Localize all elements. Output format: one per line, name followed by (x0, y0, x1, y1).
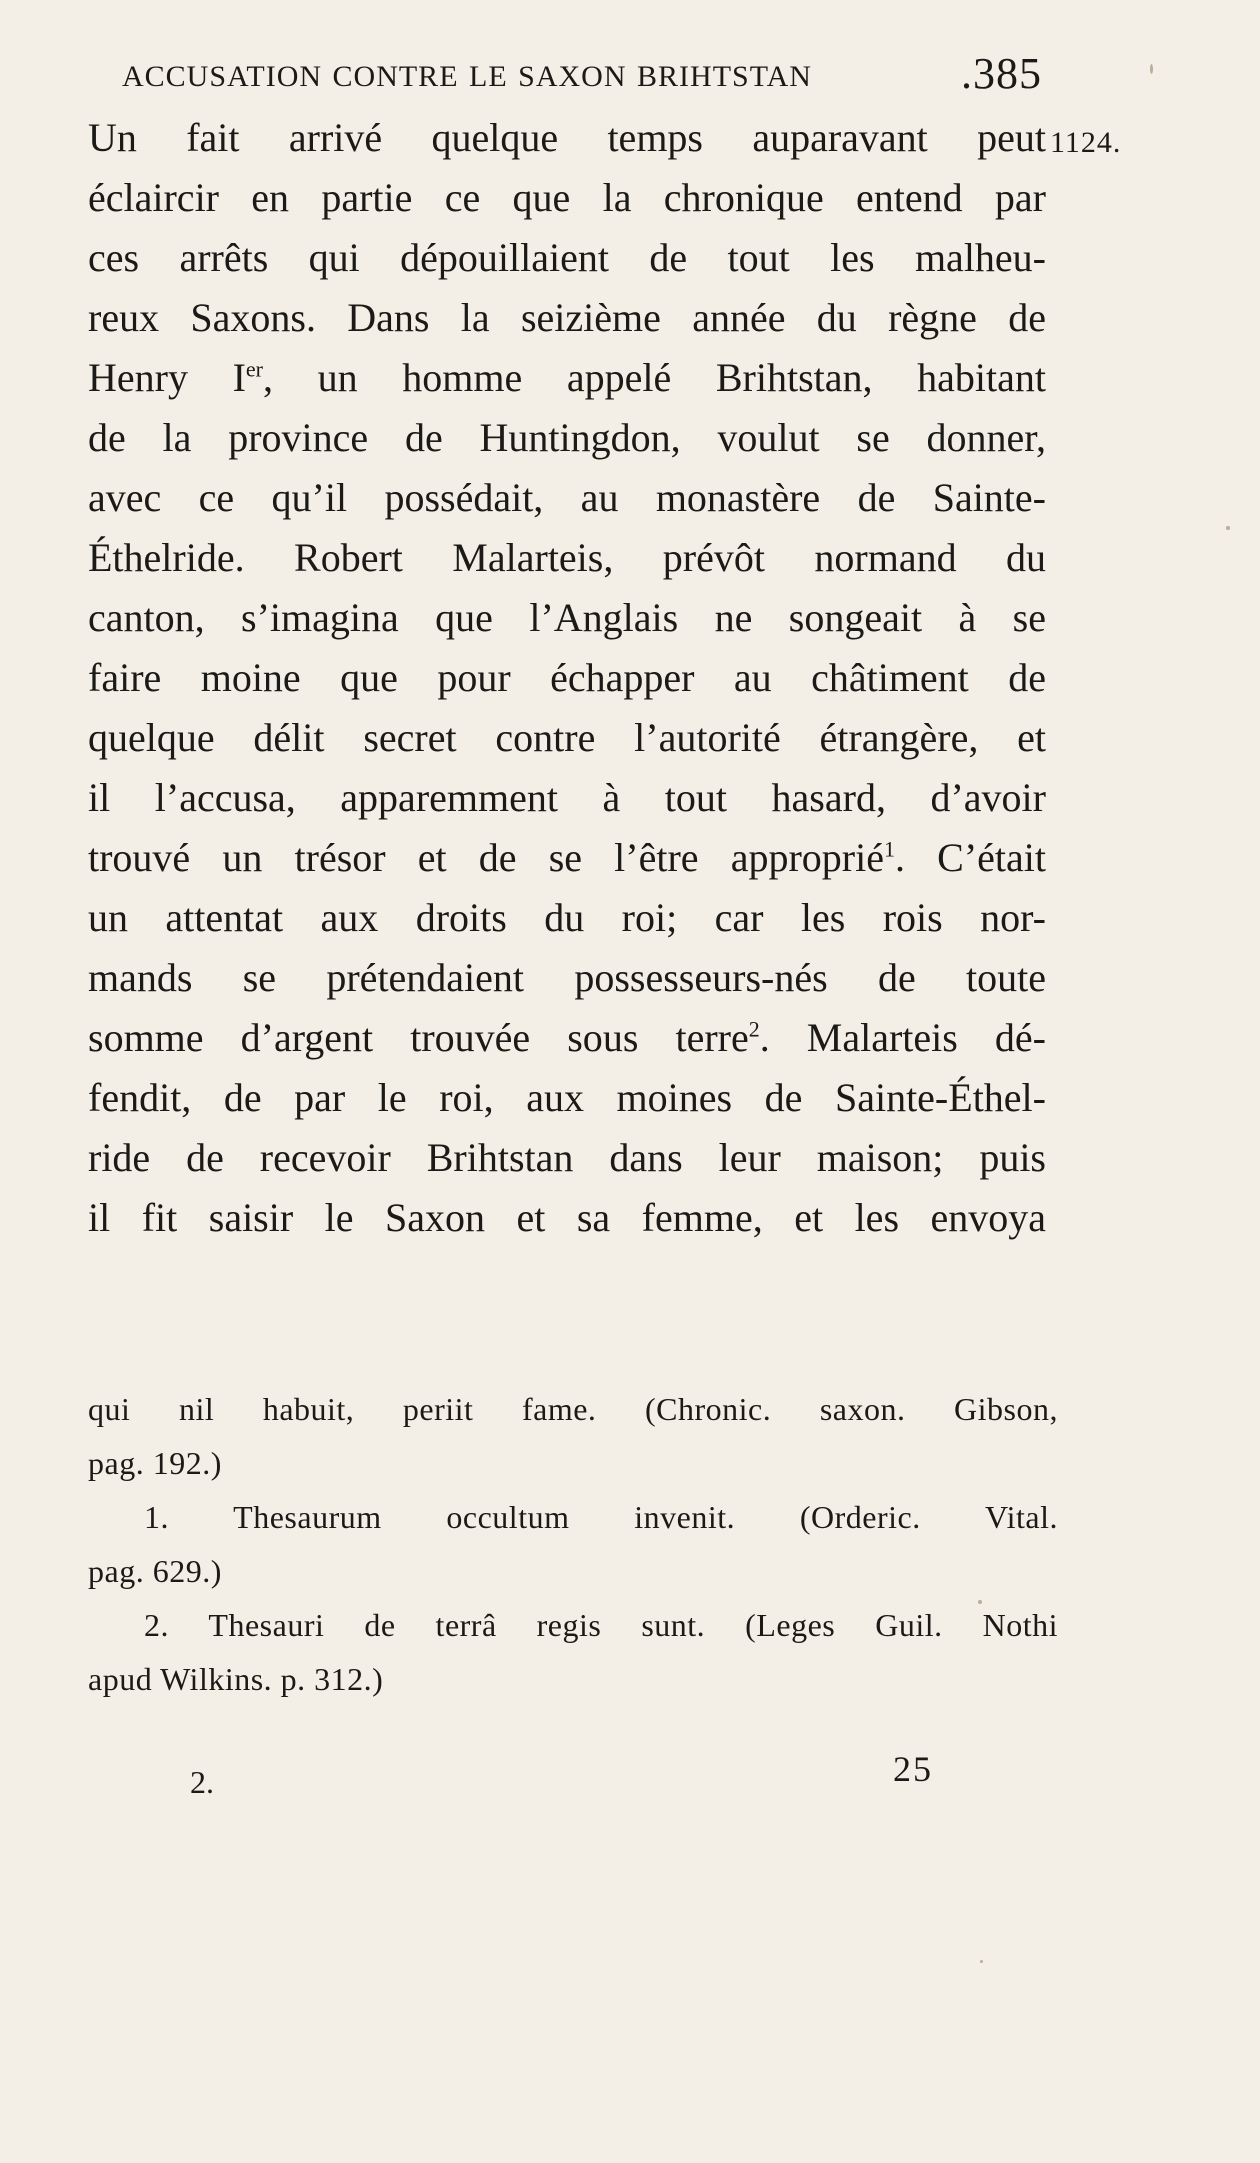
footnote-2: 2. Thesauri de terrâ regis sunt. (Leges Guil. Nothi (144, 1607, 1058, 1643)
line-segment: somme d’argent trouvée sous terre (88, 1015, 749, 1060)
line-segment: trouvé un trésor et de se l’être approprié (88, 835, 884, 880)
running-head (122, 44, 1042, 104)
paper-speck (978, 1600, 982, 1604)
line-segment: , un homme appelé Brihtstan, habitant (263, 355, 1046, 400)
text-line: il fit saisir le Saxon et sa femme, et les envoya (88, 1195, 1046, 1240)
page-number: .385 (961, 49, 1042, 98)
footnote-continuation: pag. 192.) (88, 1445, 222, 1481)
margin-year-note: 1124. (1050, 126, 1122, 159)
text-line: il l’accusa, apparemment à tout hasard, d’avoir (88, 775, 1046, 820)
text-line: ces arrêts qui dépouillaient de tout les malheu- (88, 235, 1046, 280)
line-segment: Henry I (88, 355, 246, 400)
text-line (88, 828, 1046, 888)
text-line: éclaircir en partie ce que la chronique entend par (88, 175, 1046, 220)
text-line: un attentat aux droits du roi; car les rois nor- (88, 895, 1046, 940)
text-line: Un fait arrivé quelque temps auparavant peut (88, 115, 1046, 160)
text-line: avec ce qu’il possédait, au monastère de Sainte- (88, 475, 1046, 520)
footnote-2: apud Wilkins. p. 312.) (88, 1661, 384, 1697)
text-line: reux Saxons. Dans la seizième année du règne de (88, 295, 1046, 340)
paper-speck (1150, 64, 1153, 74)
text-line: ride de recevoir Brihtstan dans leur maison; puis (88, 1135, 1046, 1180)
superscript: er (245, 356, 263, 382)
footnote-ref-1: 1 (883, 836, 895, 862)
text-line: quelque délit secret contre l’autorité étrangère, et (88, 715, 1046, 760)
signature-mark: 2. (190, 1764, 214, 1800)
text-line: fendit, de par le roi, aux moines de Sainte-Éthel- (88, 1075, 1046, 1120)
running-title: ACCUSATION CONTRE LE SAXON BRIHTSTAN (122, 60, 812, 93)
text-line: Éthelride. Robert Malarteis, prévôt normand du (88, 535, 1046, 580)
body-text (88, 108, 1046, 1248)
footnote-continuation: qui nil habuit, periit fame. (Chronic. saxon. Gibson, (88, 1391, 1058, 1427)
text-line: canton, s’imagina que l’Anglais ne songeait à se (88, 595, 1046, 640)
text-line: faire moine que pour échapper au châtiment de (88, 655, 1046, 700)
gathering-number: 25 (893, 1749, 933, 1789)
footnote-1: pag. 629.) (88, 1553, 222, 1589)
text-line (88, 1008, 1046, 1068)
text-line: mands se prétendaient possesseurs-nés de toute (88, 955, 1046, 1000)
text-line (88, 348, 1046, 408)
line-segment: . Malarteis dé- (759, 1015, 1046, 1060)
text-line: de la province de Huntingdon, voulut se donner, (88, 415, 1046, 460)
paper-speck (980, 1960, 983, 1963)
footnote-ref-2: 2 (748, 1016, 760, 1042)
footnotes (88, 1382, 1058, 1706)
footnote-1: 1. Thesaurum occultum invenit. (Orderic. Vital. (144, 1499, 1058, 1535)
line-segment: . C’était (894, 835, 1046, 880)
paper-speck (1226, 526, 1230, 530)
